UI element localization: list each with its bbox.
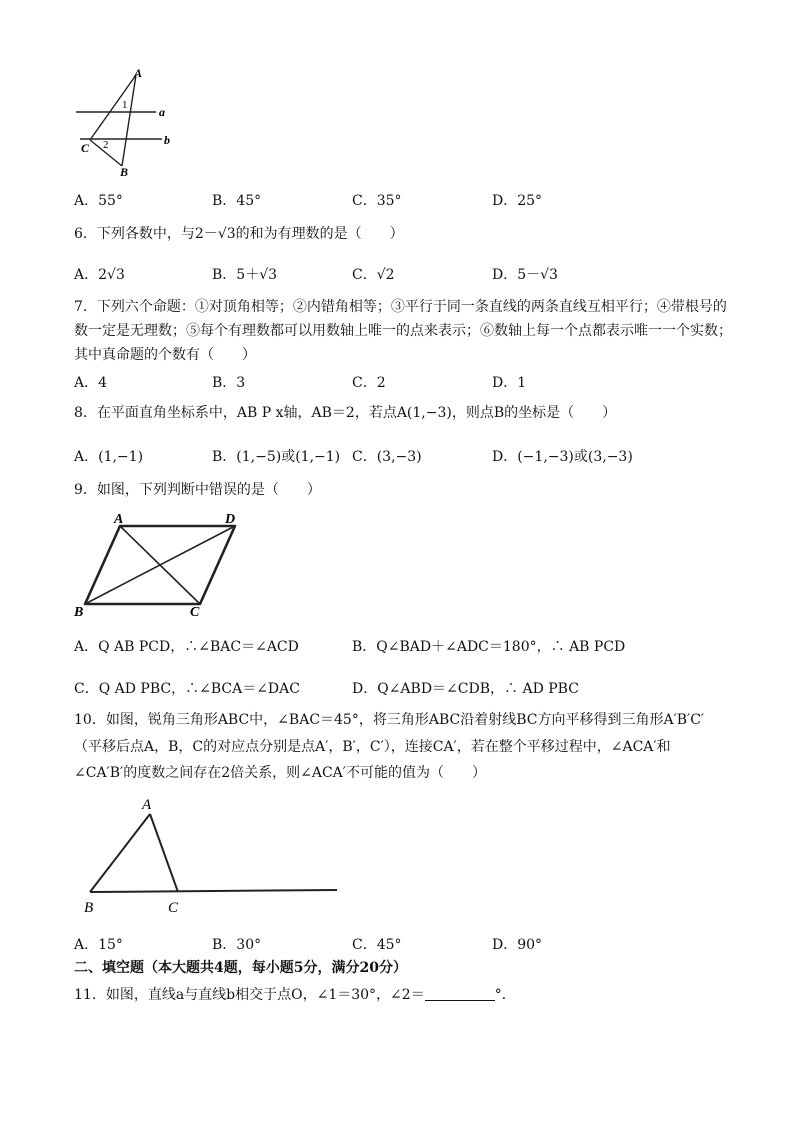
q6-option-d: D．5－√3	[492, 267, 558, 283]
q5-option-b: B．45°	[212, 193, 262, 209]
q8-stem: 8．在平面直角坐标系中，AB P x轴，AB＝2，若点A(1,−3)，则点B的坐标是（ ）	[74, 405, 617, 421]
q10-label-B: B	[84, 900, 94, 916]
q10-stem-line2: （平移后点A，B，C的对应点分别是点A′，B′，C′），连接CA′，若在整个平移过程中，∠ACA′和	[74, 739, 671, 755]
section-heading-fill-in: 二、填空题（本大题共4题，每小题5分，满分20分）	[74, 960, 407, 976]
q10-segment-ac	[150, 814, 178, 892]
q11-stem-text: 11．如图，直线a与直线b相交于点O，∠1＝30°，∠2＝	[74, 987, 425, 1003]
q5-label-A: A	[134, 66, 143, 80]
q10-option-c: C．45°	[352, 937, 402, 953]
q7-stem-line2: 数一定是无理数；⑤每个有理数都可以用数轴上唯一的点来表示；⑥数轴上每一个点都表示唯一一个实数；	[74, 323, 732, 339]
q7-option-c: C．2	[352, 375, 386, 391]
q10-option-b: B．30°	[212, 937, 262, 953]
q6-stem: 6．下列各数中，与2－√3的和为有理数的是（ ）	[74, 226, 404, 242]
q9-label-C: C	[190, 605, 200, 620]
q8-option-b: B．(1,−5)或(1,−1)	[212, 449, 341, 465]
q10-figure	[70, 794, 350, 920]
q11-suffix: °．	[494, 987, 516, 1003]
q5-label-b: b	[164, 133, 170, 147]
q5-label-B: B	[120, 165, 129, 178]
q9-option-a: A．Q AB PCD，∴∠BAC＝∠ACD	[74, 639, 299, 655]
q11-stem	[74, 984, 516, 1006]
q5-option-d: D．25°	[492, 193, 543, 209]
q5-segment-ab	[122, 75, 136, 166]
q7-option-b: B．3	[212, 375, 246, 391]
q5-label-2: 2	[103, 139, 109, 151]
q9-option-d: D．Q∠ABD＝∠CDB，∴ AD PBC	[352, 681, 579, 697]
q10-label-C: C	[168, 900, 179, 916]
q10-ray-bc	[90, 890, 337, 892]
q5-label-1: 1	[122, 99, 128, 111]
q9-stem: 9．如图，下列判断中错误的是（ ）	[74, 482, 321, 498]
q9-diagonal-bd	[85, 526, 235, 604]
q8-option-c: C．(3,−3)	[352, 449, 422, 465]
q11-answer-blank[interactable]	[425, 985, 495, 1001]
q9-label-B: B	[74, 605, 84, 620]
q6-option-c: C．√2	[352, 267, 395, 283]
q8-option-d: D．(−1,−3)或(3,−3)	[492, 449, 633, 465]
q10-segment-ba	[90, 814, 150, 892]
q5-figure	[70, 66, 182, 178]
q9-option-b: B．Q∠BAD＋∠ADC＝180°，∴ AB PCD	[352, 639, 626, 655]
q7-option-a: A．4	[74, 375, 108, 391]
q5-label-C: C	[81, 141, 90, 155]
q5-option-a: A．55°	[74, 193, 123, 209]
q7-option-d: D．1	[492, 375, 527, 391]
q7-stem-line1: 7．下列六个命题：①对顶角相等；②内错角相等；③平行于同一条直线的两条直线互相平行；④带根号的	[74, 299, 727, 315]
q9-label-D: D	[225, 512, 236, 527]
q5-option-c: C．35°	[352, 193, 402, 209]
q10-option-d: D．90°	[492, 937, 543, 953]
q10-stem-line3: ∠CA′B′的度数之间存在2倍关系，则∠ACA′不可能的值为（ ）	[74, 765, 486, 781]
q5-label-a: a	[159, 105, 165, 119]
q10-stem-line1: 10．如图，锐角三角形ABC中，∠BAC＝45°，将三角形ABC沿着射线BC方向平移得到三角形A′B′C′	[74, 712, 705, 728]
q9-label-A: A	[114, 512, 124, 527]
q6-option-b: B．5＋√3	[212, 267, 278, 283]
q9-option-c: C．Q AD PBC，∴∠BCA＝∠DAC	[74, 681, 300, 697]
q6-option-a: A．2√3	[74, 267, 125, 283]
q10-option-a: A．15°	[74, 937, 123, 953]
q10-label-A: A	[142, 797, 152, 813]
q8-option-a: A．(1,−1)	[74, 449, 144, 465]
q7-stem-line3: 其中真命题的个数有（ ）	[74, 347, 256, 363]
q5-segment-ac	[90, 75, 136, 140]
q9-figure	[70, 508, 250, 620]
